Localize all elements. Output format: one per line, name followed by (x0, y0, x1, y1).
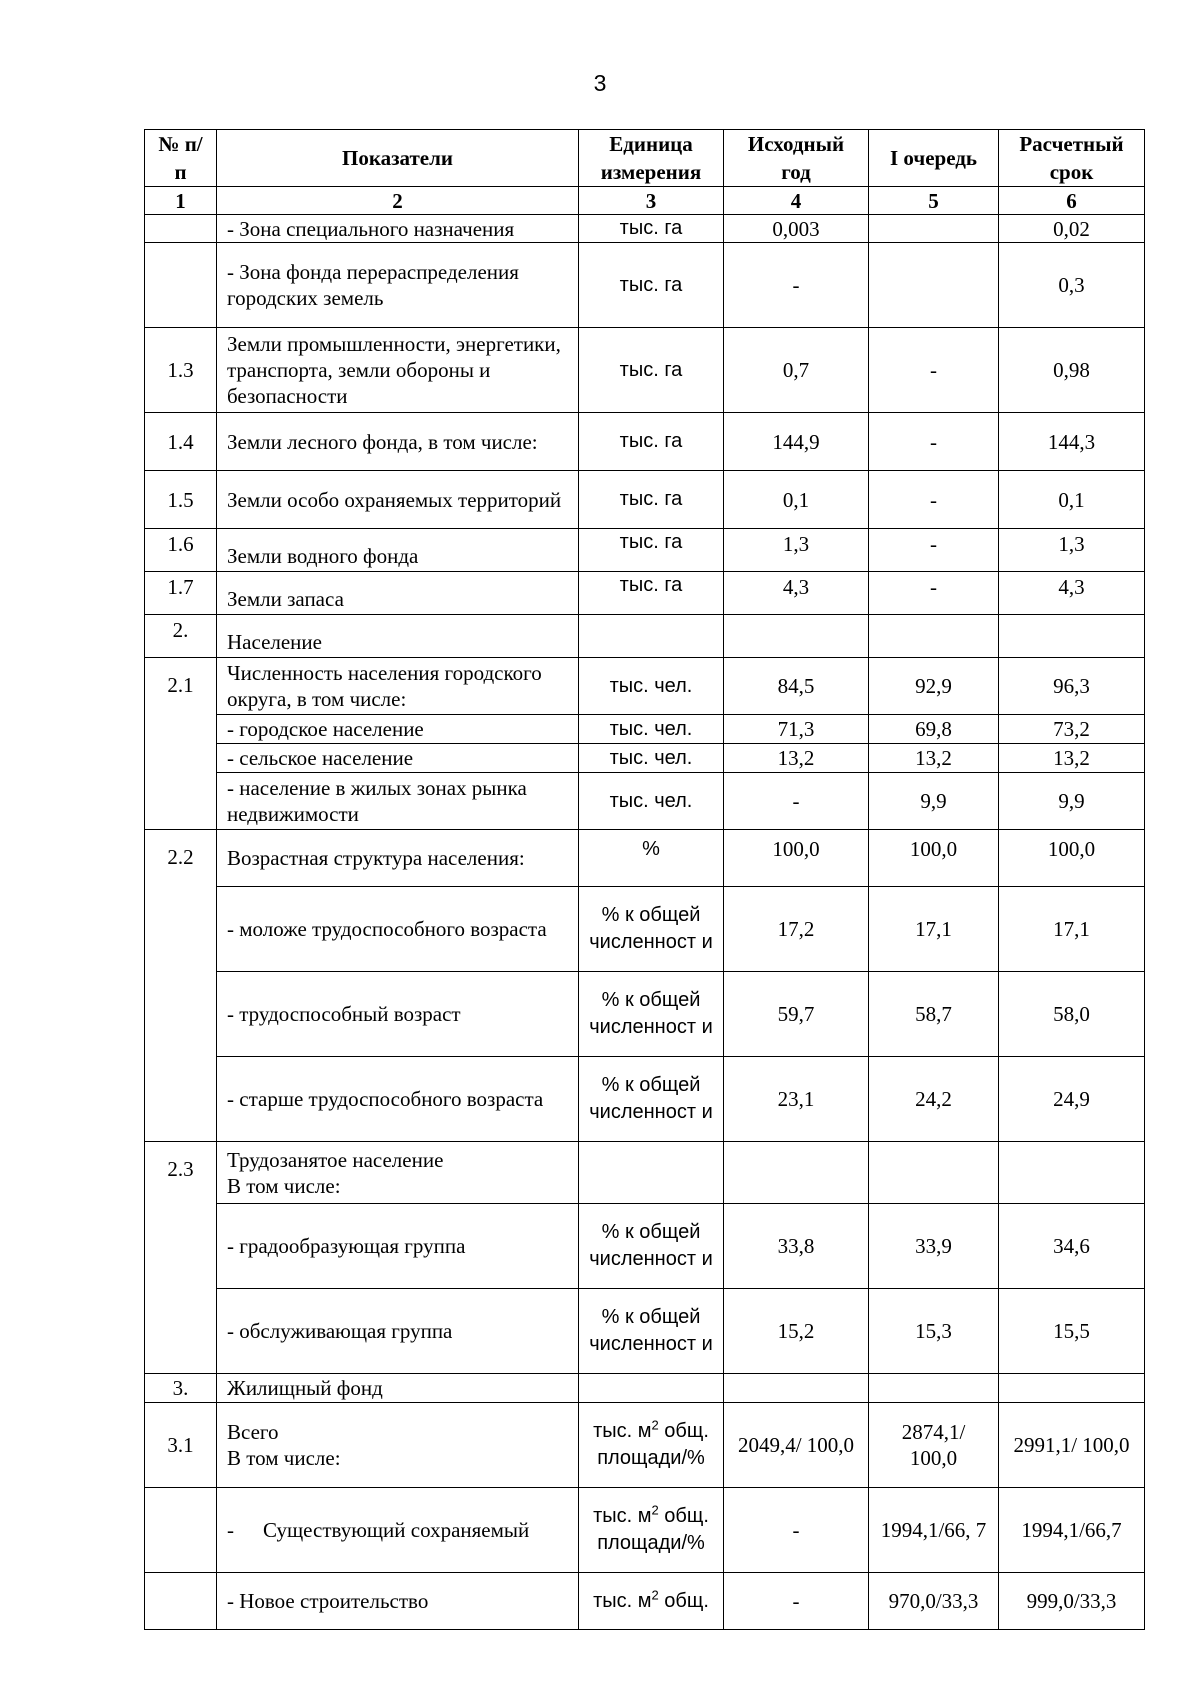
header-base-year: Исходный год (724, 130, 869, 187)
target-year-value: 0,02 (999, 215, 1145, 243)
column-number: 4 (724, 187, 869, 215)
row-number: 1.5 (145, 471, 217, 529)
row-number: 2. (145, 615, 217, 658)
base-year-value: 0,7 (724, 328, 869, 413)
base-year-value: 0,003 (724, 215, 869, 243)
row-name: Земли лесного фонда, в том числе: (217, 413, 579, 471)
header-unit: Единица измерения (579, 130, 724, 187)
row-name-line: Трудозанятое население (227, 1147, 444, 1172)
row-name: - старше трудоспособного возраста (217, 1057, 579, 1142)
base-year-value: - (724, 1573, 869, 1630)
row-name: Численность населения городского округа, в том числе: (217, 658, 579, 715)
base-year-value: 2049,4/ 100,0 (724, 1403, 869, 1488)
target-year-value: 100,0 (999, 830, 1145, 887)
first-stage-value: 9,9 (869, 773, 999, 830)
first-stage-value: 17,1 (869, 887, 999, 972)
row-name: - моложе трудоспособного возраста (217, 887, 579, 972)
row-name: - обслуживающая группа (217, 1289, 579, 1374)
unit-text: общ. (664, 1589, 709, 1612)
table-row (145, 1289, 1145, 1374)
unit-text: тыс. м (593, 1505, 652, 1527)
row-name-line: В том числе: (227, 1173, 341, 1198)
table-row (145, 1142, 1145, 1204)
base-year-value: 71,3 (724, 715, 869, 744)
table-row (145, 572, 1145, 615)
row-name: - градообразующая группа (217, 1204, 579, 1289)
row-unit: % к общей численност и (579, 887, 724, 972)
row-name: Возрастная структура населения: (217, 830, 579, 887)
row-name: - трудоспособный возраст (217, 972, 579, 1057)
row-unit (579, 1488, 724, 1573)
row-name: Население (217, 615, 579, 658)
row-number: 2.3 (145, 1142, 217, 1374)
base-year-value: 23,1 (724, 1057, 869, 1142)
indicators-table (144, 129, 1145, 1630)
first-stage-value: 15,3 (869, 1289, 999, 1374)
first-stage-value (869, 243, 999, 328)
section-row (145, 1374, 1145, 1403)
column-number-row (145, 187, 1145, 215)
first-stage-value: 24,2 (869, 1057, 999, 1142)
header-first-stage: I очередь (869, 130, 999, 187)
column-number: 3 (579, 187, 724, 215)
unit-text: общ. площади/% (597, 1420, 709, 1469)
row-unit: % к общей численност и (579, 1204, 724, 1289)
first-stage-value: - (869, 471, 999, 529)
row-name (217, 1142, 579, 1204)
target-year-value: 1994,1/66,7 (999, 1488, 1145, 1573)
row-name: - Зона специального назначения (217, 215, 579, 243)
row-unit: тыс. га (579, 471, 724, 529)
table-row (145, 1057, 1145, 1142)
unit-text: тыс. м (593, 1589, 652, 1612)
table-row (145, 887, 1145, 972)
table-row (145, 1403, 1145, 1488)
first-stage-value: 2874,1/ 100,0 (869, 1403, 999, 1488)
base-year-value: 0,1 (724, 471, 869, 529)
row-unit: тыс. чел. (579, 658, 724, 715)
base-year-value: 33,8 (724, 1204, 869, 1289)
table-row (145, 830, 1145, 887)
first-stage-value: 100,0 (869, 830, 999, 887)
target-year-value: 24,9 (999, 1057, 1145, 1142)
row-name-line: В том числе: (227, 1446, 341, 1470)
table-row (145, 243, 1145, 328)
table-row (145, 972, 1145, 1057)
first-stage-value: 33,9 (869, 1204, 999, 1289)
row-number (145, 1488, 217, 1573)
row-number: 1.6 (145, 529, 217, 572)
table-row (145, 413, 1145, 471)
row-number: 1.7 (145, 572, 217, 615)
page-number: 3 (593, 70, 607, 96)
unit-text: общ. площади/% (597, 1505, 709, 1554)
row-unit (579, 1573, 724, 1630)
base-year-value: 59,7 (724, 972, 869, 1057)
row-name: - сельское население (217, 744, 579, 773)
base-year-value: 15,2 (724, 1289, 869, 1374)
first-stage-value: 92,9 (869, 658, 999, 715)
base-year-value: 1,3 (724, 529, 869, 572)
target-year-value: 999,0/33,3 (999, 1573, 1145, 1630)
target-year-value: 4,3 (999, 572, 1145, 615)
row-number: 3.1 (145, 1403, 217, 1488)
target-year-value: 58,0 (999, 972, 1145, 1057)
table-row (145, 529, 1145, 572)
table-row (145, 773, 1145, 830)
table-row (145, 1204, 1145, 1289)
row-unit: тыс. га (579, 215, 724, 243)
row-unit: тыс. га (579, 529, 724, 572)
table-row (145, 471, 1145, 529)
table-row (145, 215, 1145, 243)
table-row (145, 744, 1145, 773)
base-year-value: - (724, 773, 869, 830)
unit-superscript: 2 (651, 1586, 659, 1602)
row-number: 2.1 (145, 658, 217, 830)
row-name-text: Существующий сохраняемый (263, 1518, 530, 1542)
list-dash: - (227, 1518, 234, 1542)
row-unit: тыс. га (579, 572, 724, 615)
first-stage-value: 970,0/33,3 (869, 1573, 999, 1630)
row-name: - Новое строительство (217, 1573, 579, 1630)
row-number (145, 243, 217, 328)
unit-superscript: 2 (651, 1417, 659, 1433)
target-year-value: 2991,1/ 100,0 (999, 1403, 1145, 1488)
row-unit: тыс. га (579, 413, 724, 471)
base-year-value: 100,0 (724, 830, 869, 887)
base-year-value: 144,9 (724, 413, 869, 471)
row-name: Земли запаса (217, 572, 579, 615)
target-year-value: 15,5 (999, 1289, 1145, 1374)
first-stage-value: - (869, 413, 999, 471)
column-number: 2 (217, 187, 579, 215)
row-name-line: Всего (227, 1420, 279, 1444)
first-stage-value: 69,8 (869, 715, 999, 744)
row-unit (579, 1403, 724, 1488)
row-unit: % к общей численност и (579, 1057, 724, 1142)
row-number: 3. (145, 1374, 217, 1403)
base-year-value: 13,2 (724, 744, 869, 773)
base-year-value: 84,5 (724, 658, 869, 715)
row-unit: тыс. чел. (579, 773, 724, 830)
row-name: Земли особо охраняемых территорий (217, 471, 579, 529)
row-unit: тыс. чел. (579, 715, 724, 744)
target-year-value: 0,98 (999, 328, 1145, 413)
table-row (145, 1488, 1145, 1573)
first-stage-value: 13,2 (869, 744, 999, 773)
row-number: 1.4 (145, 413, 217, 471)
target-year-value: 1,3 (999, 529, 1145, 572)
first-stage-value: - (869, 328, 999, 413)
unit-superscript: 2 (651, 1502, 659, 1518)
table-row (145, 1573, 1145, 1630)
row-unit: тыс. га (579, 243, 724, 328)
first-stage-value: - (869, 572, 999, 615)
base-year-value: - (724, 1488, 869, 1573)
row-name: - Зона фонда перераспределения городских земель (217, 243, 579, 328)
target-year-value: 9,9 (999, 773, 1145, 830)
row-number (145, 1573, 217, 1630)
first-stage-value (869, 215, 999, 243)
row-unit: тыс. чел. (579, 744, 724, 773)
row-unit: % к общей численност и (579, 972, 724, 1057)
table-row (145, 658, 1145, 715)
target-year-value: 0,1 (999, 471, 1145, 529)
first-stage-value: - (869, 529, 999, 572)
row-name: - городское население (217, 715, 579, 744)
target-year-value: 13,2 (999, 744, 1145, 773)
row-name (217, 1403, 579, 1488)
target-year-value: 96,3 (999, 658, 1145, 715)
row-name: Жилищный фонд (217, 1374, 579, 1403)
row-number (145, 215, 217, 243)
base-year-value: 4,3 (724, 572, 869, 615)
row-unit: тыс. га (579, 328, 724, 413)
row-name: Земли водного фонда (217, 529, 579, 572)
row-name (217, 1488, 579, 1573)
row-name: - население в жилых зонах рынка недвижимости (217, 773, 579, 830)
target-year-value: 0,3 (999, 243, 1145, 328)
target-year-value: 17,1 (999, 887, 1145, 972)
row-number: 1.3 (145, 328, 217, 413)
table-row (145, 328, 1145, 413)
first-stage-value: 58,7 (869, 972, 999, 1057)
base-year-value: 17,2 (724, 887, 869, 972)
column-number: 5 (869, 187, 999, 215)
unit-text: тыс. м (593, 1420, 652, 1442)
row-name: Земли промышленности, энергетики, транспорта, земли обороны и безопасности (217, 328, 579, 413)
row-unit: % (579, 830, 724, 887)
first-stage-value: 1994,1/66, 7 (869, 1488, 999, 1573)
table-row (145, 715, 1145, 744)
base-year-value: - (724, 243, 869, 328)
header-target-year: Расчетный срок (999, 130, 1145, 187)
row-number: 2.2 (145, 830, 217, 1142)
header-indicator: Показатели (217, 130, 579, 187)
header-row (145, 130, 1145, 187)
column-number: 1 (145, 187, 217, 215)
header-num: № п/п (145, 130, 217, 187)
target-year-value: 144,3 (999, 413, 1145, 471)
column-number: 6 (999, 187, 1145, 215)
target-year-value: 73,2 (999, 715, 1145, 744)
target-year-value: 34,6 (999, 1204, 1145, 1289)
section-row (145, 615, 1145, 658)
row-unit: % к общей численност и (579, 1289, 724, 1374)
